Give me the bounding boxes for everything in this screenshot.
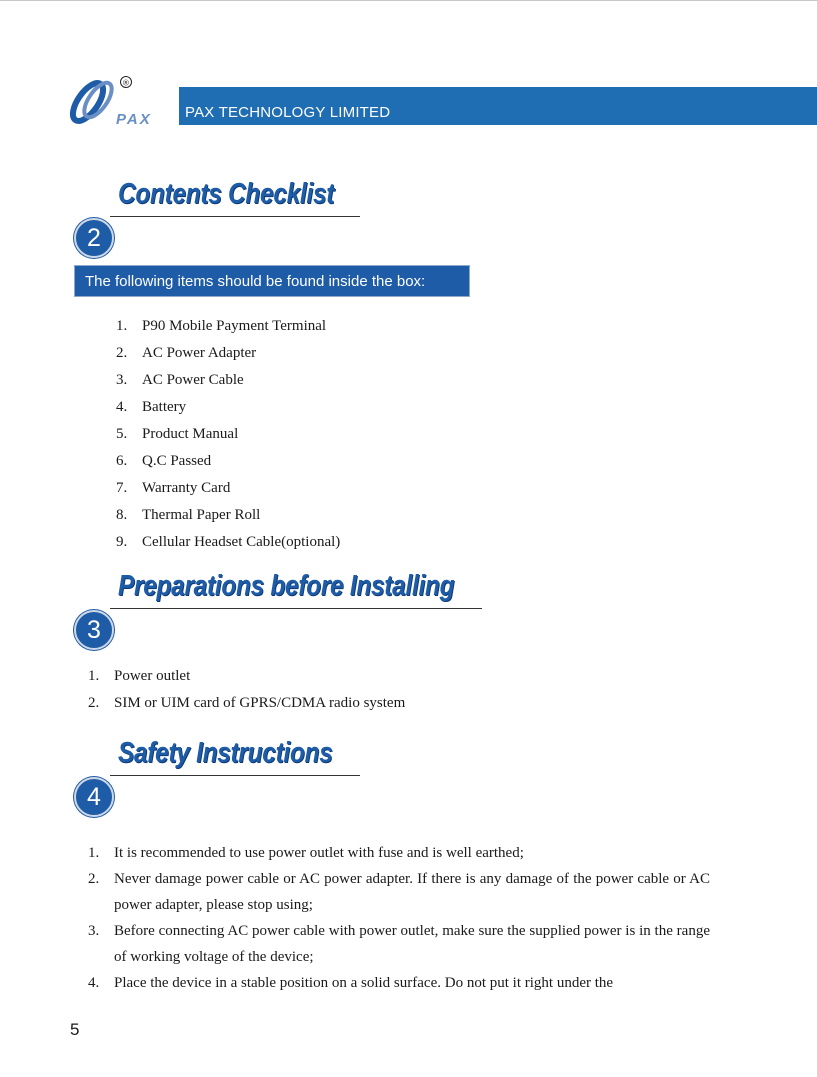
list-item — [116, 507, 516, 534]
item-text: P90 Mobile Payment Terminal — [142, 318, 327, 334]
preparations-list — [88, 668, 588, 722]
section-number-badge: 4 — [74, 777, 114, 817]
list-item — [116, 345, 516, 372]
item-number: 1. — [88, 845, 100, 861]
item-number: 8. — [116, 507, 128, 523]
item-text: SIM or UIM card of GPRS/CDMA radio system — [114, 695, 406, 711]
item-text: Cellular Headset Cable(optional) — [142, 534, 341, 550]
item-text: AC Power Adapter — [142, 345, 257, 361]
top-border — [0, 0, 817, 1]
item-text: Warranty Card — [142, 480, 231, 496]
item-text: Place the device in a stable position on a solid surface. Do not put it right under the — [114, 975, 614, 991]
list-item — [88, 970, 710, 996]
item-text: Q.C Passed — [142, 453, 212, 469]
item-number: 1. — [88, 668, 100, 684]
item-text: Power outlet — [114, 668, 191, 684]
item-number: 2. — [88, 695, 100, 711]
brand-wordmark: PAX — [116, 111, 152, 128]
header-bar — [179, 87, 817, 125]
item-text: Before connecting AC power cable with power outlet, make sure the supplied power is in the range of working voltage of the device; — [114, 923, 710, 965]
list-item — [116, 453, 516, 480]
item-text: It is recommended to use power outlet with fuse and is well earthed; — [114, 845, 524, 861]
page-number: 5 — [70, 1020, 80, 1039]
item-number: 5. — [116, 426, 128, 442]
company-name: PAX TECHNOLOGY LIMITED — [185, 104, 391, 121]
section-underline — [110, 608, 482, 609]
section-title-contents: Contents Checklist — [118, 178, 335, 210]
list-item — [88, 668, 588, 695]
list-item — [116, 318, 516, 345]
section-underline — [110, 216, 360, 217]
item-text: Never damage power cable or AC power adapter. If there is any damage of the power cable or AC power adapter, please stop using; — [114, 871, 710, 913]
section-number-badge: 2 — [74, 218, 114, 258]
list-item — [116, 480, 516, 507]
item-number: 3. — [116, 372, 128, 388]
list-item — [88, 918, 710, 970]
item-number: 4. — [116, 399, 128, 415]
banner-text: The following items should be found inside the box: — [85, 273, 426, 290]
section-title-preparations: Preparations before Installing — [118, 570, 455, 602]
item-number: 2. — [116, 345, 128, 361]
list-item — [116, 372, 516, 399]
item-text: Product Manual — [142, 426, 239, 442]
section-underline — [110, 775, 360, 776]
item-number: 2. — [88, 871, 100, 887]
list-item — [116, 399, 516, 426]
item-number: 4. — [88, 975, 100, 991]
item-number: 1. — [116, 318, 128, 334]
list-item — [116, 534, 516, 561]
item-number: 7. — [116, 480, 128, 496]
item-number: 3. — [88, 923, 100, 939]
item-number: 9. — [116, 534, 128, 550]
list-item — [116, 426, 516, 453]
section-title-safety: Safety Instructions — [118, 737, 333, 769]
item-number: 6. — [116, 453, 128, 469]
safety-list — [88, 840, 710, 996]
item-text: Thermal Paper Roll — [142, 507, 261, 523]
contents-banner — [74, 265, 470, 297]
registered-mark: ® — [123, 78, 129, 88]
list-item — [88, 840, 710, 866]
list-item — [88, 866, 710, 918]
section-number-badge: 3 — [74, 610, 114, 650]
list-item — [88, 695, 588, 722]
item-text: Battery — [142, 399, 187, 415]
pax-logo — [62, 74, 174, 130]
item-text: AC Power Cable — [142, 372, 244, 388]
contents-list — [116, 318, 516, 561]
